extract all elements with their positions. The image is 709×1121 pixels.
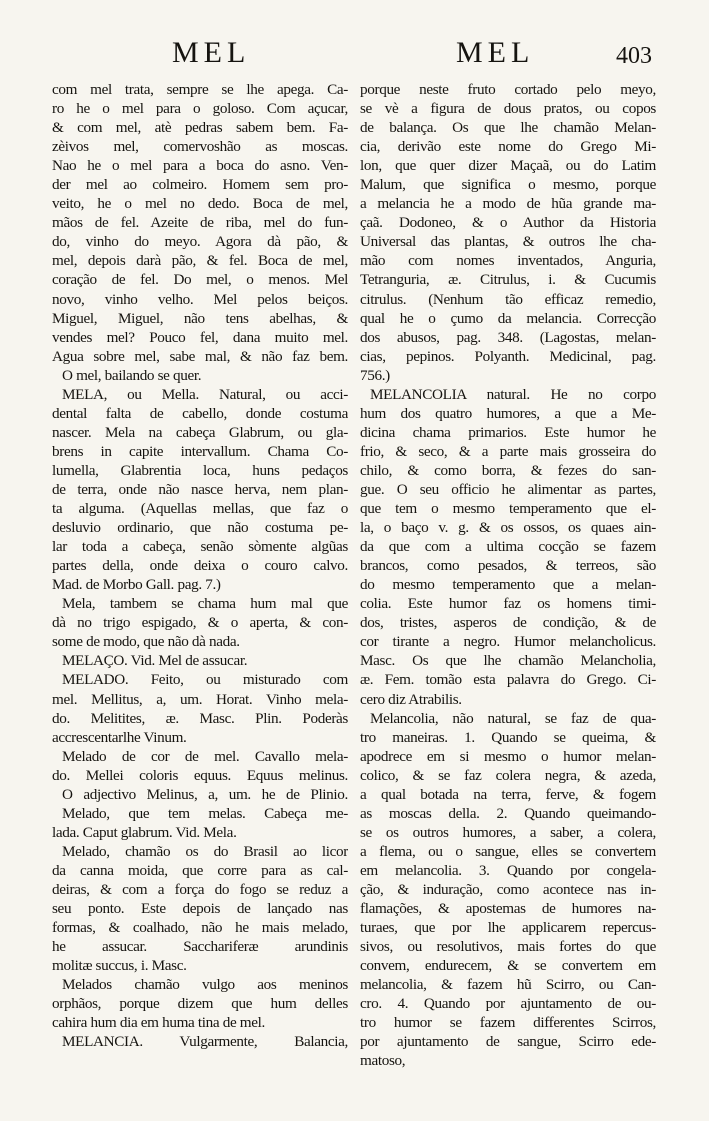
text-line: Miguel, Miguel, não tens abelhas, & [52,309,348,327]
text-line: que tem o mesmo temperamento que el- [360,500,656,518]
text-line: veito, he o mel no dedo. Boca de mel, [52,195,348,213]
text-line: ta alguma. (Aquellas mellas, que faz o [52,500,348,518]
text-line: convem, endurecem, & se convertem em [360,957,656,975]
text-line: a flema, ou o sangue, elles se convertem [360,842,656,860]
text-line: colia. Este humor faz os homens timi- [360,595,656,613]
text-line: se vè a figura de dous pratos, ou copos [360,100,656,118]
text-line: Melado de cor de mel. Cavallo mela- [62,747,348,765]
text-line: mãos de fel. Azeite de riba, mel do fun- [52,214,348,232]
text-line: mão com nomes inventados, Anguria, [360,252,656,270]
text-line: seu ponto. Este depois de lançado nas [52,900,348,918]
text-line: some de modo, que não dà nada. [52,633,240,651]
text-line: MELANCIA. Vulgarmente, Balancia, [62,1033,348,1051]
text-line: Melado, que tem melas. Cabeça me- [62,804,348,822]
text-line: Mad. de Morbo Gall. pag. 7.) [52,576,221,594]
text-line: Melados chamão vulgo aos meninos [62,976,348,994]
text-line: por ajuntamento de sangue, Scirro ede- [360,1033,656,1051]
text-line: colico, & se faz colera negra, & azeda, [360,766,656,784]
text-line: deiras, & com a força do fogo se reduz a [52,880,348,898]
text-line: porque neste fruto cortado pelo meyo, [360,81,656,98]
text-line: O mel, bailando se quer. [62,366,202,384]
text-line: MELAÇO. Vid. Mel de assucar. [62,652,248,670]
text-line: melancolia, & fazem hũ Scirro, ou Can- [360,976,656,994]
left-column [52,80,348,1051]
text-line: dos, tristes, asperos de condição, & de [360,614,656,632]
text-line: MELADO. Feito, ou misturado com [62,671,348,689]
text-line: Masc. Os que lhe chamão Melancholia, [360,652,656,670]
page-number: 403 [616,43,652,69]
text-line: nascer. Mela na cabeça Glabrum, ou gla- [52,423,348,441]
text-line: matoso, [360,1052,406,1070]
text-line: da canna moida, que corre para as cal- [52,861,348,879]
text-line: tro humor se fazem differentes Scirros, [360,1014,656,1032]
text-line: do. Mellei coloris equus. Equus melinus. [52,766,348,784]
text-line: citrulus. (Nenhum tão efficaz remedio, [360,290,656,308]
text-line: as moscas della. 2. Quando queimando- [360,804,656,822]
text-line: Nao he o mel para a boca do asno. Ven- [52,157,348,175]
running-head-right: MEL [456,36,535,69]
text-line: & com mel, atè pedras sabem bem. Fa- [52,119,348,137]
text-line: lada. Caput glabrum. Vid. Mela. [52,823,237,841]
text-line: frio, & seco, & a parte mais grosseira do [360,442,656,460]
text-line: 756.) [360,366,390,384]
text-line: mel, depois darà pão, & fel. Boca de mel, [52,252,348,270]
text-line: MELA, ou Mella. Natural, ou acci- [62,385,348,403]
text-line: formas, & coalhado, não he mais melado, [52,919,348,937]
text-line: O adjectivo Melinus, a, um. he de Plinio. [62,785,348,803]
text-line: cero diz Atrabilis. [360,690,462,708]
text-line: zèivos mel, comervoshão as moscas. [52,138,348,156]
text-line: der mel ao colmeiro. Homem sem pro- [52,176,348,194]
text-line: brancos, como pesados, & terreos, são [360,557,656,575]
text-line: cor tirante a negro. Humor melancholicus. [360,633,656,651]
text-line: lon, que quer dizer Maçaã, ou do Latim [360,157,656,175]
text-line: turaes, que por lhe applicarem repercus- [360,919,656,937]
text-line: sivos, ou resolutivos, mais fortes do que [360,938,656,956]
text-line: he assucar. Sacchariferæ arundinis [52,938,348,956]
text-line: lar toda a cabeça, senão sòmente algũas [52,538,348,556]
text-line: novo, vinho velho. Mel pelos beiços. [52,290,348,308]
text-line: em melancolia. 3. Quando por congela- [360,861,656,879]
page-header [0,34,709,74]
text-line: ro he o mel para o goloso. Com açucar, [52,100,348,118]
text-line: a qual botada na terra, ferve, & fogem [360,785,656,803]
right-column [360,80,656,1070]
text-line: flamações, & apostemas de humores na- [360,900,656,918]
text-line: do mesmo temperamento que a melan- [360,576,656,594]
text-line: æ. Fem. tomão esta palavra do Grego. Ci- [360,671,656,689]
text-line: a melancia he a modo de hũa grande ma- [360,195,656,213]
text-line: partes della, onde deixa o couro calvo. [52,557,348,575]
text-line: Tetranguria, æ. Citrulus, i. & Cucumis [360,271,656,289]
text-line: orphãos, porque dizem que hum delles [52,995,348,1013]
text-line: brens in capite intervallum. Chama Co- [52,442,348,460]
text-line: dà no trigo espigado, & o aperta, & con- [52,614,348,632]
text-line: dos abusos, pag. 348. (Lagostas, melan- [360,328,656,346]
text-line: dicina chama primarios. Este humor he [360,423,656,441]
text-line: mel. Mellitus, a, um. Horat. Vinho mela- [52,690,348,708]
text-line: Malum, que significa o mesmo, porque [360,176,656,194]
text-line: vendes mel? Pouco fel, dana muito mel. [52,328,348,346]
text-line: gue. O seu officio he alimentar as partes, [360,480,656,498]
text-line: ção, & induração, como acontece nas in- [360,880,656,898]
text-line: chilo, & como borra, & fezes do san- [360,461,656,479]
text-line: molitæ succus, i. Masc. [52,957,187,975]
text-line: do, vinho do meyo. Agora dà pão, & [52,233,348,251]
text-line: de terra, onde não nasce herva, nem plan- [52,480,348,498]
text-line: cias, pepinos. Polyanth. Medicinal, pag. [360,347,656,365]
text-line: qual he o çumo da melancia. Correcção [360,309,656,327]
text-line: desluvio ordinario, que não costuma pe- [52,519,348,537]
text-line: de balança. Os que lhe chamão Melan- [360,119,656,137]
text-line: tro maneiras. 1. Quando se queima, & [360,728,656,746]
text-line: lumella, Glabrentia loca, huns pedaços [52,461,348,479]
text-line: cro. 4. Quando por ajuntamento de ou- [360,995,656,1013]
text-line: da que com a ultima cocção se fazem [360,538,656,556]
text-line: la, o baço v. g. & os ossos, os quaes ain- [360,519,656,537]
text-line: Melado, chamão os do Brasil ao licor [62,842,348,860]
text-line: Mela, tambem se chama hum mal que [62,595,348,613]
text-line: se os outros humores, a saber, a colera, [360,823,656,841]
text-line: cahira hum dia em huma tina de mel. [52,1014,265,1032]
text-line: com mel trata, sempre se lhe apega. Ca- [52,81,348,98]
text-line: apodrece em si mesmo o humor melan- [360,747,656,765]
running-head-left: MEL [172,36,251,69]
text-line: Melancolia, não natural, se faz de qua- [370,709,656,727]
text-line: coração de fel. Do mel, o menos. Mel [52,271,348,289]
text-line: accrescentarlhe Vinum. [52,728,187,746]
text-line: cia, derivão este nome do Grego Mi- [360,138,656,156]
text-line: MELANCOLIA natural. He no corpo [370,385,656,403]
text-line: hum dos quatro humores, a que a Me- [360,404,656,422]
text-line: Universal das plantas, & outros lhe cha- [360,233,656,251]
text-line: çaã. Dodoneo, & o Author da Historia [360,214,656,232]
text-line: do. Melitites, æ. Masc. Plin. Poderàs [52,709,348,727]
text-line: dental falta de cabello, donde costuma [52,404,348,422]
text-line: Agua sobre mel, sabe mal, & não faz bem. [52,347,348,365]
